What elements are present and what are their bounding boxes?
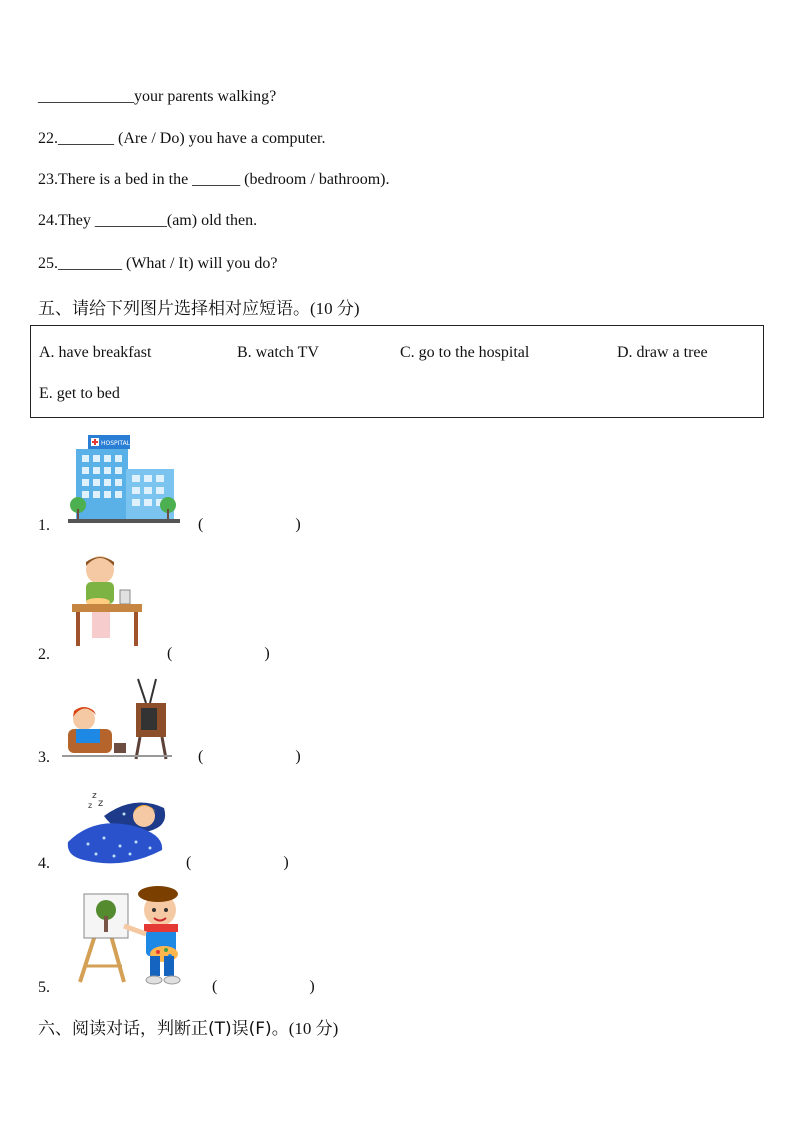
sleeping-icon (64, 786, 172, 866)
item-3-close-paren: ) (295, 748, 301, 765)
svg-text:z: z (92, 791, 97, 801)
item-2-open-paren: ( (167, 645, 173, 662)
question-23: 23.There is a bed in the ______ (bedroom / bathroom). (38, 171, 390, 188)
hospital-icon (68, 435, 180, 525)
item-4-number: 4. (38, 855, 50, 872)
breakfast-icon (68, 552, 146, 648)
section-5-title: 五、请给下列图片选择相对应短语。 (38, 299, 310, 319)
svg-text:z: z (88, 801, 93, 810)
item-3-number: 3. (38, 749, 50, 766)
section-5-heading (38, 294, 360, 319)
option-d: D. draw a tree (617, 344, 708, 361)
item-4-open-paren: ( (186, 854, 192, 871)
item-1-open-paren: ( (198, 516, 204, 533)
question-24: 24.They _________(am) old then. (38, 212, 258, 229)
options-box (30, 325, 764, 418)
question-21-continuation: ____________your parents walking? (38, 88, 277, 105)
item-3-answer-blank[interactable] (198, 748, 301, 766)
item-4-answer-blank[interactable] (186, 854, 289, 872)
item-2-number: 2. (38, 646, 50, 663)
option-e: E. get to bed (39, 385, 120, 402)
section-6-heading (38, 1014, 338, 1039)
watch-tv-icon (62, 675, 172, 761)
section-6-score: (10 分) (288, 1019, 339, 1038)
item-3-open-paren: ( (198, 748, 204, 765)
section-6-title: 六、阅读对话，判断正(T)误(F)。 (38, 1019, 289, 1039)
item-5-close-paren: ) (309, 978, 315, 995)
option-b: B. watch TV (237, 344, 319, 361)
hospital-sign: HOSPITAL (101, 440, 131, 447)
item-5-open-paren: ( (212, 978, 218, 995)
item-1-number: 1. (38, 517, 50, 534)
item-2-close-paren: ) (264, 645, 270, 662)
question-22: 22._______ (Are / Do) you have a computer. (38, 130, 326, 147)
option-a: A. have breakfast (39, 344, 152, 361)
svg-text:z: z (98, 798, 104, 809)
question-25: 25.________ (What / It) will you do? (38, 255, 278, 272)
item-4-close-paren: ) (283, 854, 289, 871)
section-5-score: (10 分) (310, 299, 360, 318)
option-c: C. go to the hospital (400, 344, 530, 361)
item-1-answer-blank[interactable] (198, 516, 301, 534)
item-5-number: 5. (38, 979, 50, 996)
item-1-close-paren: ) (295, 516, 301, 533)
draw-tree-icon (74, 882, 192, 986)
item-2-answer-blank[interactable] (167, 645, 270, 663)
item-5-answer-blank[interactable] (212, 978, 315, 996)
